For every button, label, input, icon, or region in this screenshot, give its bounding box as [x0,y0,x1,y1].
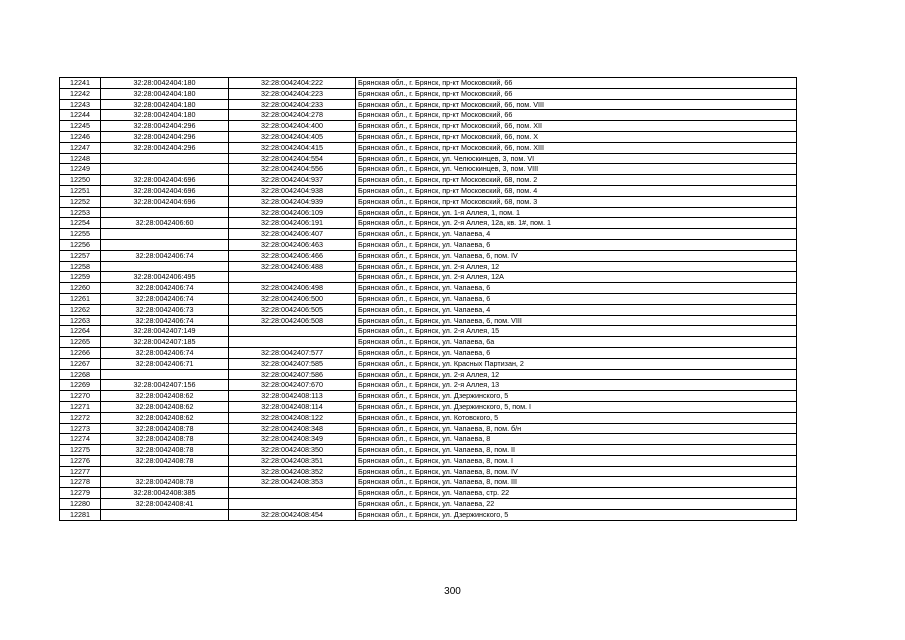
parcel-cadastral-number-cell: 32:28:0042404:296 [101,131,229,142]
parcel-cadastral-number-cell: 32:28:0042406:71 [101,358,229,369]
row-number-cell: 12267 [60,358,101,369]
table-row [60,466,797,477]
object-cadastral-number-cell: 32:28:0042408:114 [229,401,356,412]
table-row [60,185,797,196]
parcel-cadastral-number-cell: 32:28:0042408:62 [101,391,229,402]
address-cell: Брянская обл., г. Брянск, ул. Челюскинцев, 3, пом. VI [356,153,797,164]
table-row [60,250,797,261]
object-cadastral-number-cell: 32:28:0042404:222 [229,78,356,89]
address-cell: Брянская обл., г. Брянск, ул. Чапаева, 8, пом. I [356,455,797,466]
parcel-cadastral-number-cell [101,153,229,164]
address-cell: Брянская обл., г. Брянск, ул. 1-я Аллея, 1, пом. 1 [356,207,797,218]
parcel-cadastral-number-cell: 32:28:0042406:60 [101,218,229,229]
object-cadastral-number-cell: 32:28:0042404:233 [229,99,356,110]
address-cell: Брянская обл., г. Брянск, ул. Чапаева, 8, пом. б/н [356,423,797,434]
object-cadastral-number-cell: 32:28:0042406:488 [229,261,356,272]
registry-table [59,77,797,521]
row-number-cell: 12265 [60,337,101,348]
object-cadastral-number-cell: 32:28:0042408:349 [229,434,356,445]
row-number-cell: 12254 [60,218,101,229]
object-cadastral-number-cell: 32:28:0042408:454 [229,509,356,520]
parcel-cadastral-number-cell: 32:28:0042404:696 [101,175,229,186]
row-number-cell: 12257 [60,250,101,261]
address-cell: Брянская обл., г. Брянск, ул. Чапаева, 22 [356,499,797,510]
object-cadastral-number-cell: 32:28:0042404:278 [229,110,356,121]
parcel-cadastral-number-cell [101,239,229,250]
row-number-cell: 12241 [60,78,101,89]
row-number-cell: 12247 [60,142,101,153]
table-row [60,445,797,456]
address-cell: Брянская обл., г. Брянск, ул. Чапаева, стр. 22 [356,488,797,499]
object-cadastral-number-cell: 32:28:0042404:938 [229,185,356,196]
table-row [60,99,797,110]
object-cadastral-number-cell: 32:28:0042408:113 [229,391,356,402]
parcel-cadastral-number-cell [101,229,229,240]
address-cell: Брянская обл., г. Брянск, пр-кт Московский, 66, пом. XIII [356,142,797,153]
row-number-cell: 12258 [60,261,101,272]
parcel-cadastral-number-cell [101,207,229,218]
address-cell: Брянская обл., г. Брянск, ул. 2-я Аллея, 12А [356,272,797,283]
address-cell: Брянская обл., г. Брянск, ул. Чапаева, 6, пом. IV [356,250,797,261]
address-cell: Брянская обл., г. Брянск, ул. 2-я Аллея, 12а, кв. 1#, пом. 1 [356,218,797,229]
table-row [60,455,797,466]
row-number-cell: 12262 [60,304,101,315]
object-cadastral-number-cell: 32:28:0042404:939 [229,196,356,207]
table-row [60,304,797,315]
row-number-cell: 12278 [60,477,101,488]
table-row [60,293,797,304]
address-cell: Брянская обл., г. Брянск, ул. Чапаева, 6 [356,293,797,304]
object-cadastral-number-cell: 32:28:0042404:415 [229,142,356,153]
table-row [60,239,797,250]
parcel-cadastral-number-cell [101,509,229,520]
row-number-cell: 12264 [60,326,101,337]
table-row [60,164,797,175]
table-row [60,509,797,520]
row-number-cell: 12244 [60,110,101,121]
address-cell: Брянская обл., г. Брянск, ул. 2-я Аллея, 12 [356,369,797,380]
row-number-cell: 12256 [60,239,101,250]
parcel-cadastral-number-cell [101,261,229,272]
table-row [60,337,797,348]
table-row [60,283,797,294]
address-cell: Брянская обл., г. Брянск, ул. Дзержинского, 5 [356,509,797,520]
table-row [60,121,797,132]
row-number-cell: 12248 [60,153,101,164]
object-cadastral-number-cell: 32:28:0042408:353 [229,477,356,488]
object-cadastral-number-cell: 32:28:0042408:348 [229,423,356,434]
address-cell: Брянская обл., г. Брянск, ул. Чапаева, 6 [356,283,797,294]
table-row [60,196,797,207]
parcel-cadastral-number-cell: 32:28:0042406:74 [101,283,229,294]
parcel-cadastral-number-cell: 32:28:0042404:180 [101,99,229,110]
address-cell: Брянская обл., г. Брянск, ул. Чапаева, 6а [356,337,797,348]
address-cell: Брянская обл., г. Брянск, ул. Челюскинцев, 3, пом. VIII [356,164,797,175]
parcel-cadastral-number-cell: 32:28:0042408:78 [101,477,229,488]
object-cadastral-number-cell [229,272,356,283]
table-row [60,488,797,499]
address-cell: Брянская обл., г. Брянск, пр-кт Московский, 68, пом. 2 [356,175,797,186]
address-cell: Брянская обл., г. Брянск, ул. Чапаева, 8, пом. II [356,445,797,456]
address-cell: Брянская обл., г. Брянск, ул. Чапаева, 6 [356,239,797,250]
parcel-cadastral-number-cell: 32:28:0042404:696 [101,196,229,207]
parcel-cadastral-number-cell: 32:28:0042404:296 [101,121,229,132]
address-cell: Брянская обл., г. Брянск, ул. Чапаева, 4 [356,229,797,240]
row-number-cell: 12251 [60,185,101,196]
parcel-cadastral-number-cell: 32:28:0042407:149 [101,326,229,337]
row-number-cell: 12260 [60,283,101,294]
address-cell: Брянская обл., г. Брянск, ул. Чапаева, 8, пом. III [356,477,797,488]
parcel-cadastral-number-cell: 32:28:0042408:385 [101,488,229,499]
row-number-cell: 12268 [60,369,101,380]
parcel-cadastral-number-cell: 32:28:0042404:180 [101,78,229,89]
address-cell: Брянская обл., г. Брянск, пр-кт Московский, 66 [356,88,797,99]
row-number-cell: 12266 [60,347,101,358]
address-cell: Брянская обл., г. Брянск, ул. Чапаева, 8 [356,434,797,445]
object-cadastral-number-cell: 32:28:0042408:350 [229,445,356,456]
object-cadastral-number-cell: 32:28:0042406:498 [229,283,356,294]
address-cell: Брянская обл., г. Брянск, ул. 2-я Аллея, 13 [356,380,797,391]
table-row [60,315,797,326]
parcel-cadastral-number-cell: 32:28:0042408:78 [101,455,229,466]
row-number-cell: 12249 [60,164,101,175]
parcel-cadastral-number-cell [101,466,229,477]
row-number-cell: 12269 [60,380,101,391]
table-row [60,229,797,240]
object-cadastral-number-cell: 32:28:0042407:586 [229,369,356,380]
parcel-cadastral-number-cell: 32:28:0042408:41 [101,499,229,510]
table-row [60,175,797,186]
object-cadastral-number-cell: 32:28:0042406:109 [229,207,356,218]
row-number-cell: 12281 [60,509,101,520]
row-number-cell: 12276 [60,455,101,466]
address-cell: Брянская обл., г. Брянск, ул. Чапаева, 6, пом. VIII [356,315,797,326]
table-row [60,477,797,488]
table-row [60,401,797,412]
row-number-cell: 12253 [60,207,101,218]
object-cadastral-number-cell: 32:28:0042406:463 [229,239,356,250]
table-row [60,131,797,142]
parcel-cadastral-number-cell: 32:28:0042404:296 [101,142,229,153]
object-cadastral-number-cell [229,337,356,348]
table-row [60,153,797,164]
row-number-cell: 12275 [60,445,101,456]
object-cadastral-number-cell: 32:28:0042406:500 [229,293,356,304]
object-cadastral-number-cell: 32:28:0042406:407 [229,229,356,240]
address-cell: Брянская обл., г. Брянск, ул. 2-я Аллея, 12 [356,261,797,272]
object-cadastral-number-cell: 32:28:0042407:577 [229,347,356,358]
row-number-cell: 12273 [60,423,101,434]
object-cadastral-number-cell: 32:28:0042404:937 [229,175,356,186]
row-number-cell: 12271 [60,401,101,412]
object-cadastral-number-cell: 32:28:0042404:400 [229,121,356,132]
parcel-cadastral-number-cell: 32:28:0042406:74 [101,250,229,261]
table-row [60,499,797,510]
row-number-cell: 12245 [60,121,101,132]
object-cadastral-number-cell: 32:28:0042404:223 [229,88,356,99]
address-cell: Брянская обл., г. Брянск, пр-кт Московский, 68, пом. 3 [356,196,797,207]
table-row [60,272,797,283]
row-number-cell: 12274 [60,434,101,445]
parcel-cadastral-number-cell: 32:28:0042407:185 [101,337,229,348]
row-number-cell: 12243 [60,99,101,110]
parcel-cadastral-number-cell: 32:28:0042407:156 [101,380,229,391]
object-cadastral-number-cell: 32:28:0042407:670 [229,380,356,391]
object-cadastral-number-cell: 32:28:0042404:405 [229,131,356,142]
parcel-cadastral-number-cell: 32:28:0042406:74 [101,293,229,304]
parcel-cadastral-number-cell: 32:28:0042406:495 [101,272,229,283]
table-row [60,88,797,99]
parcel-cadastral-number-cell: 32:28:0042404:180 [101,110,229,121]
row-number-cell: 12270 [60,391,101,402]
address-cell: Брянская обл., г. Брянск, ул. Чапаева, 8, пом. IV [356,466,797,477]
object-cadastral-number-cell: 32:28:0042404:556 [229,164,356,175]
row-number-cell: 12255 [60,229,101,240]
table-row [60,326,797,337]
address-cell: Брянская обл., г. Брянск, пр-кт Московский, 66, пом. VIII [356,99,797,110]
parcel-cadastral-number-cell: 32:28:0042408:78 [101,445,229,456]
object-cadastral-number-cell: 32:28:0042406:508 [229,315,356,326]
address-cell: Брянская обл., г. Брянск, ул. Красных Партизан, 2 [356,358,797,369]
table-row [60,207,797,218]
table-row [60,423,797,434]
parcel-cadastral-number-cell: 32:28:0042406:73 [101,304,229,315]
table-row [60,78,797,89]
row-number-cell: 12250 [60,175,101,186]
row-number-cell: 12252 [60,196,101,207]
parcel-cadastral-number-cell: 32:28:0042408:62 [101,412,229,423]
row-number-cell: 12263 [60,315,101,326]
parcel-cadastral-number-cell: 32:28:0042408:62 [101,401,229,412]
address-cell: Брянская обл., г. Брянск, ул. Чапаева, 6 [356,347,797,358]
row-number-cell: 12279 [60,488,101,499]
parcel-cadastral-number-cell: 32:28:0042408:78 [101,423,229,434]
object-cadastral-number-cell: 32:28:0042407:585 [229,358,356,369]
object-cadastral-number-cell [229,499,356,510]
row-number-cell: 12259 [60,272,101,283]
parcel-cadastral-number-cell: 32:28:0042406:74 [101,315,229,326]
address-cell: Брянская обл., г. Брянск, пр-кт Московский, 66 [356,110,797,121]
address-cell: Брянская обл., г. Брянск, ул. Дзержинского, 5, пом. I [356,401,797,412]
address-cell: Брянская обл., г. Брянск, ул. Дзержинского, 5 [356,391,797,402]
table-row [60,347,797,358]
parcel-cadastral-number-cell: 32:28:0042404:180 [101,88,229,99]
table-row [60,412,797,423]
address-cell: Брянская обл., г. Брянск, пр-кт Московский, 66, пом. XII [356,121,797,132]
object-cadastral-number-cell: 32:28:0042408:122 [229,412,356,423]
table-row [60,391,797,402]
object-cadastral-number-cell: 32:28:0042404:554 [229,153,356,164]
row-number-cell: 12246 [60,131,101,142]
row-number-cell: 12280 [60,499,101,510]
object-cadastral-number-cell: 32:28:0042406:505 [229,304,356,315]
table-row [60,218,797,229]
address-cell: Брянская обл., г. Брянск, ул. 2-я Аллея, 15 [356,326,797,337]
parcel-cadastral-number-cell: 32:28:0042406:74 [101,347,229,358]
parcel-cadastral-number-cell [101,369,229,380]
object-cadastral-number-cell [229,326,356,337]
parcel-cadastral-number-cell [101,164,229,175]
address-cell: Брянская обл., г. Брянск, пр-кт Московский, 68, пом. 4 [356,185,797,196]
table-row [60,142,797,153]
table-row [60,358,797,369]
table-row [60,369,797,380]
table-row [60,110,797,121]
page-number: 300 [444,586,461,597]
object-cadastral-number-cell: 32:28:0042406:191 [229,218,356,229]
object-cadastral-number-cell: 32:28:0042408:352 [229,466,356,477]
table-row [60,380,797,391]
table-row [60,434,797,445]
address-cell: Брянская обл., г. Брянск, пр-кт Московский, 66, пом. X [356,131,797,142]
parcel-cadastral-number-cell: 32:28:0042404:696 [101,185,229,196]
address-cell: Брянская обл., г. Брянск, ул. Котовского, 5 [356,412,797,423]
row-number-cell: 12261 [60,293,101,304]
row-number-cell: 12272 [60,412,101,423]
parcel-cadastral-number-cell: 32:28:0042408:78 [101,434,229,445]
table-row [60,261,797,272]
object-cadastral-number-cell: 32:28:0042406:466 [229,250,356,261]
object-cadastral-number-cell: 32:28:0042408:351 [229,455,356,466]
row-number-cell: 12242 [60,88,101,99]
registry-table-body [60,78,797,521]
object-cadastral-number-cell [229,488,356,499]
row-number-cell: 12277 [60,466,101,477]
address-cell: Брянская обл., г. Брянск, пр-кт Московский, 66 [356,78,797,89]
address-cell: Брянская обл., г. Брянск, ул. Чапаева, 4 [356,304,797,315]
